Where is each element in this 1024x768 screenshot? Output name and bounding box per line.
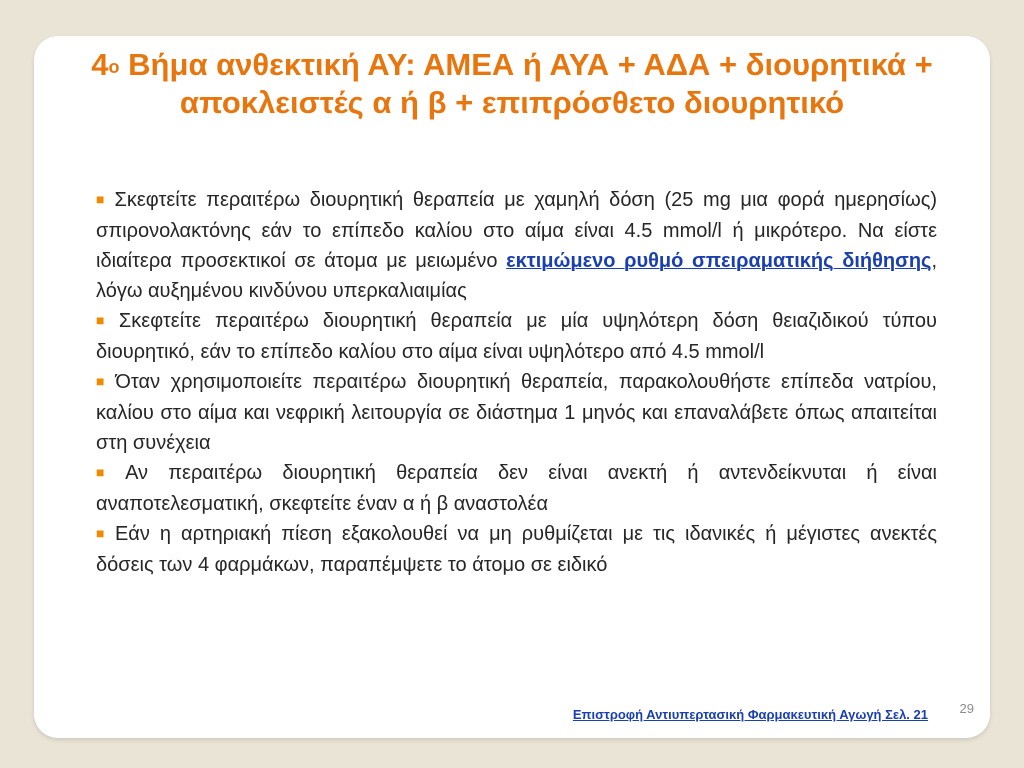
square-bullet-icon: ■ (96, 191, 109, 207)
square-bullet-icon: ■ (96, 312, 113, 328)
bullet-2-text: Σκεφτείτε περαιτέρω διουρητική θεραπεία με μία υψηλότερη δόση θειαζιδικού τύπου διουρητικό, εάν το επίπεδο καλίου στο αίμα είναι υψηλότερο από 4.5 mmol/l (96, 310, 937, 363)
bullet-3-text: Όταν χρησιμοποιείτε περαιτέρω διουρητική θεραπεία, παρακολουθήστε επίπεδα νατρίου, καλίου στο αίμα και νεφρική λειτουργία σε διάστημα 1 μηνός και επαναλάβετε όπως απαιτείται στη συνέχεια (96, 371, 937, 454)
slide-title (90, 46, 934, 122)
title-superscript: ο (108, 57, 120, 77)
square-bullet-icon: ■ (96, 464, 120, 480)
bullet-item-1 (96, 185, 937, 306)
return-link[interactable]: Επιστροφή Αντιυπερτασική Φαρμακευτική Αγωγή Σελ. 21 (572, 707, 928, 722)
bullet-1-text-after: , λόγω αυξημένου κινδύνου υπερκαλιαιμίας (96, 250, 937, 302)
bullet-list (96, 185, 937, 580)
bullet-4-text: Αν περαιτέρω διουρητική θεραπεία δεν είναι ανεκτή ή αντενδείκνυται ή είναι αναποτελεσματική, σκεφτείτε έναν α ή β αναστολέα (96, 462, 937, 515)
page-number: 29 (959, 701, 974, 716)
slide-panel (34, 36, 990, 738)
egfr-link[interactable]: εκτιμώμενο ρυθμό σπειραματικής διήθησης (506, 250, 932, 272)
square-bullet-icon: ■ (96, 373, 110, 389)
square-bullet-icon: ■ (96, 525, 109, 541)
bullet-item-5 (96, 519, 937, 580)
bullet-item-3 (96, 367, 937, 458)
title-text: Βήμα ανθεκτική ΑΥ: ΑΜΕΑ ή ΑΥΑ + ΑΔΑ + διουρητικά + αποκλειστές α ή β + επιπρόσθετο διουρητικό (119, 47, 933, 120)
bullet-item-4 (96, 458, 937, 519)
bullet-1-text-before: Σκεφτείτε περαιτέρω διουρητική θεραπεία με χαμηλή δόση (25 mg μια φορά ημερησίως) σπιρονολακτόνης εάν το επίπεδο καλίου στο αίμα είναι 4.5 mmol/l ή μικρότερο. Να είστε ιδιαίτερα προσεκτικοί σε άτομα με μειωμένο (96, 189, 937, 272)
bullet-5-text: Εάν η αρτηριακή πίεση εξακολουθεί να μη ρυθμίζεται με τις ιδανικές ή μέγιστες ανεκτές δόσεις των 4 φαρμάκων, παραπέμψετε το άτομο σε ειδικό (96, 523, 937, 576)
title-step-number: 4 (91, 47, 109, 82)
bullet-item-2 (96, 306, 937, 367)
